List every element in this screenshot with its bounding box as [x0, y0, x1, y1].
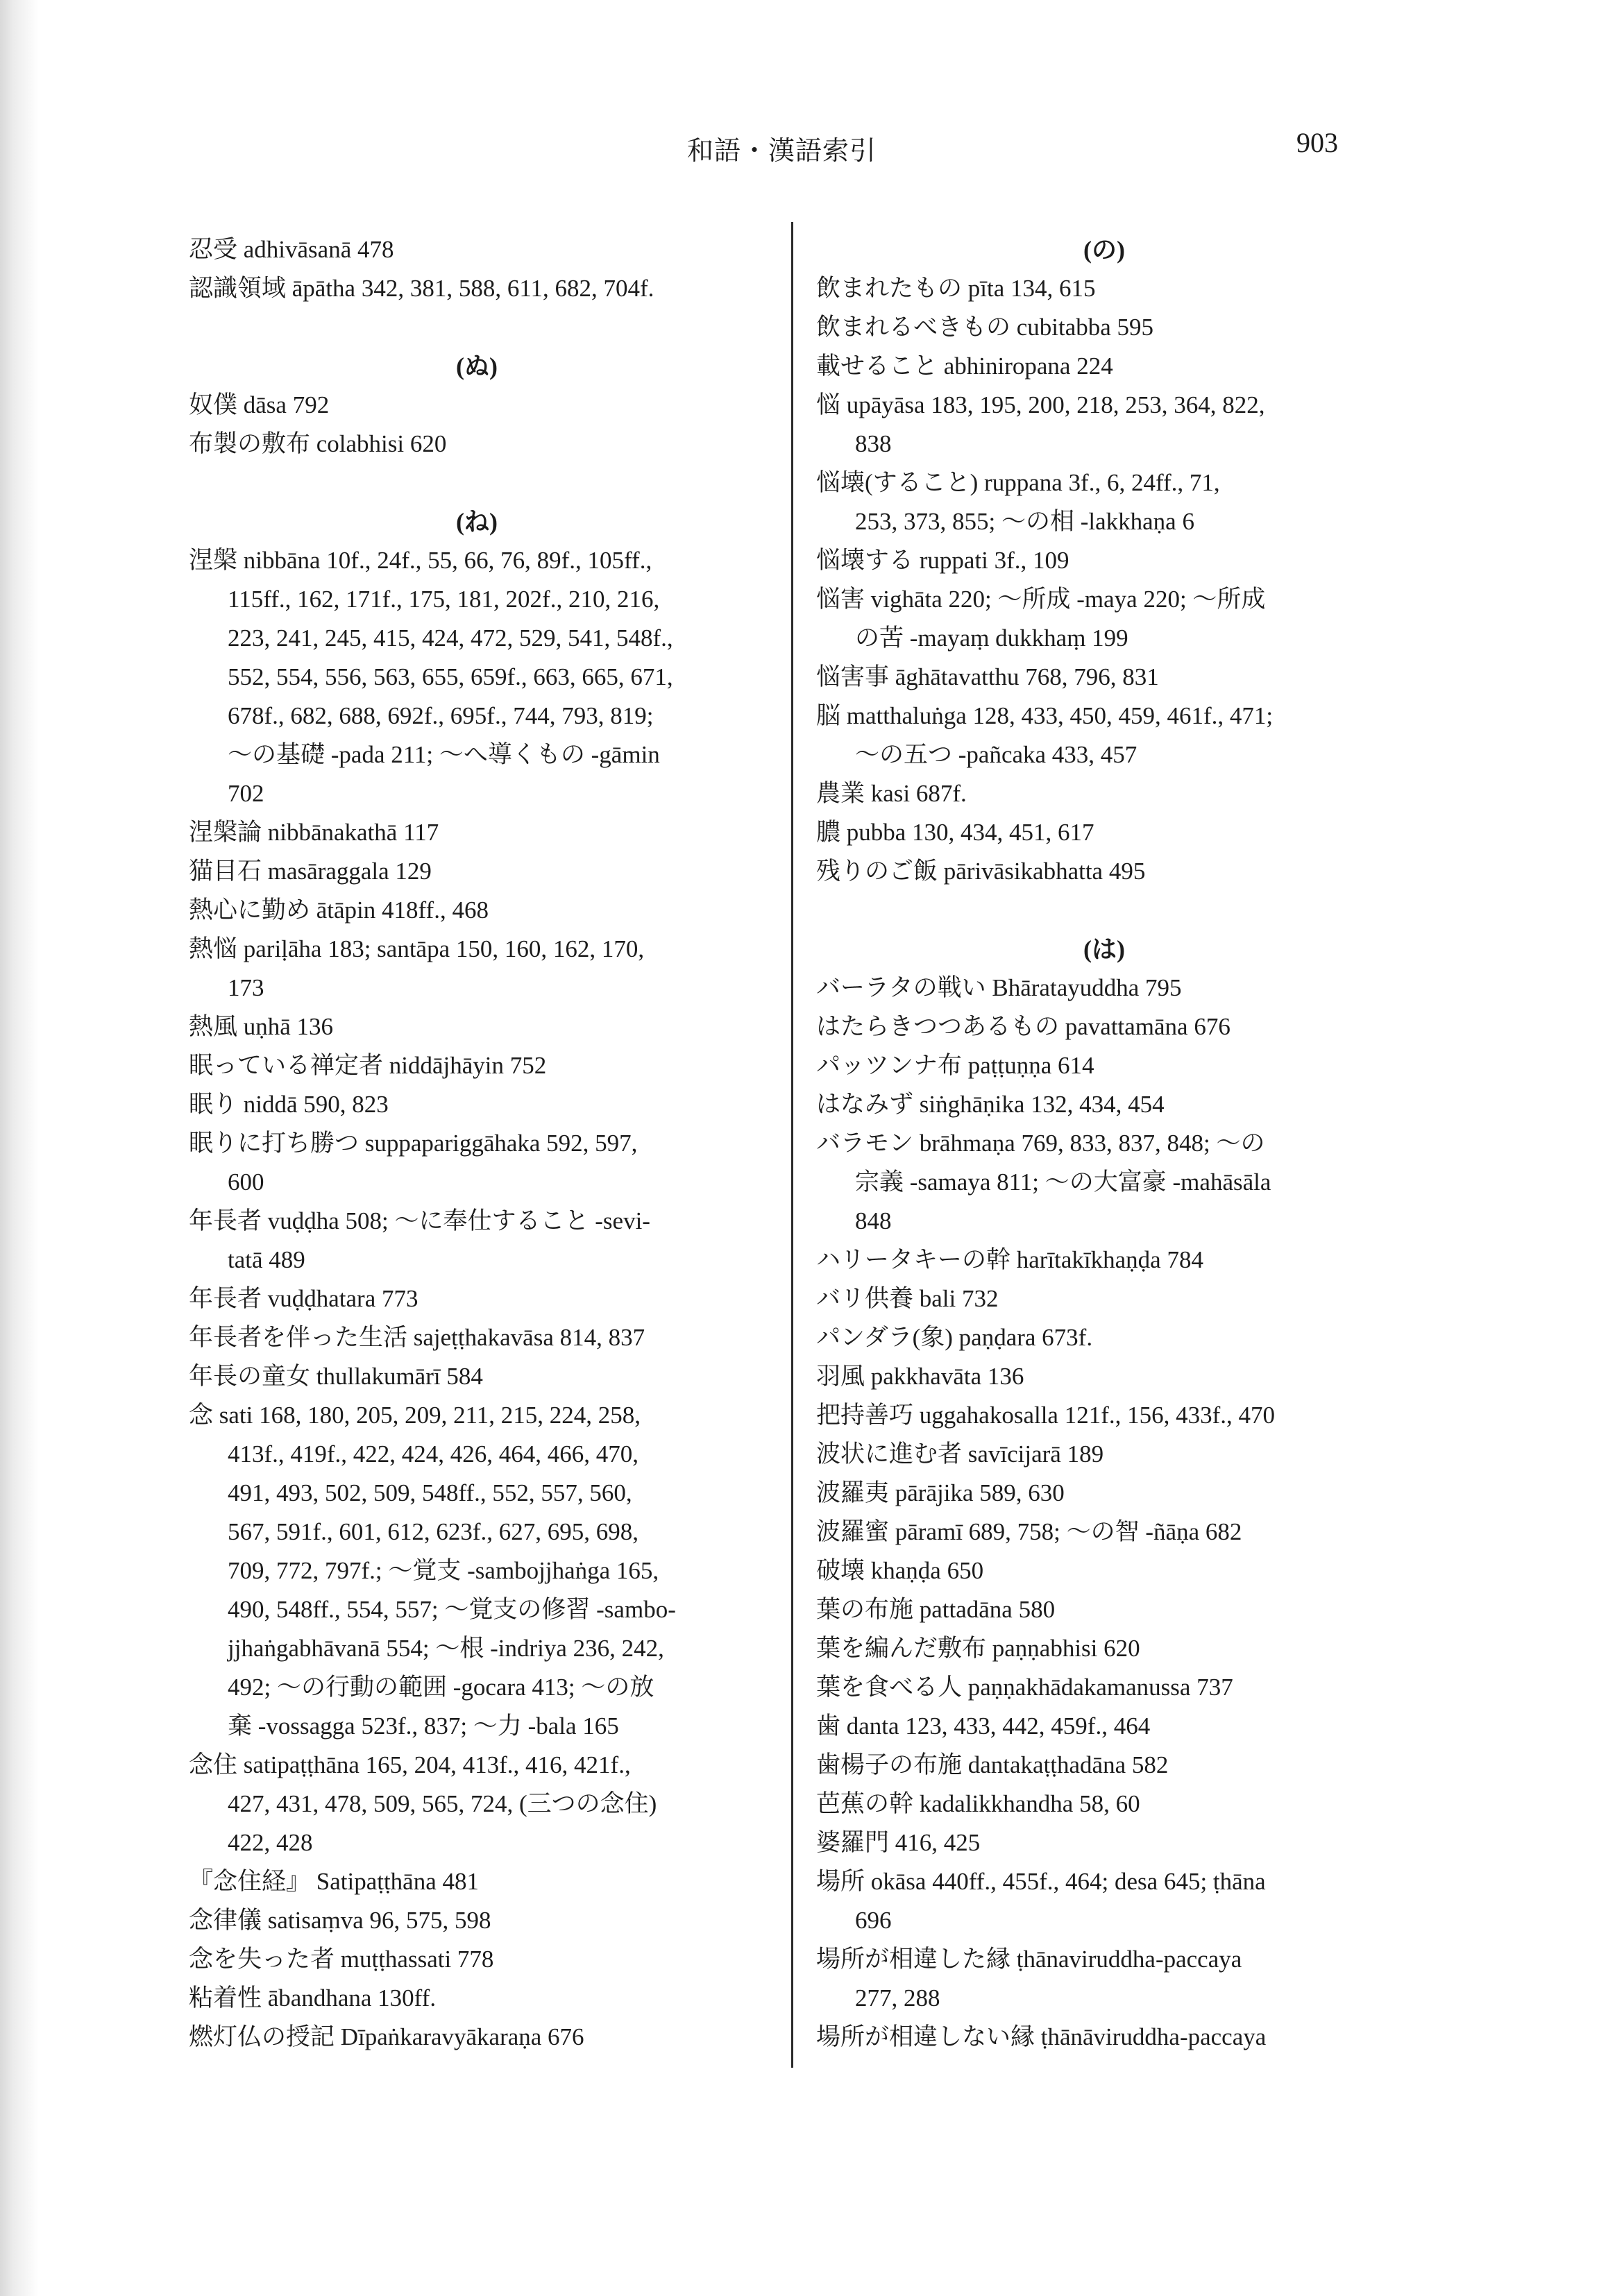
index-entry: [189, 852, 765, 891]
index-entry: [189, 425, 765, 464]
index-entry: [189, 930, 765, 1007]
index-entry-line: 葉を食べる人 paṇṇakhādakamanussa 737: [816, 1674, 1233, 1701]
index-entry-line: 悩壊する ruppati 3f., 109: [816, 547, 1069, 574]
index-entry-line: 567, 591f., 601, 612, 623f., 627, 695, 698,: [228, 1518, 639, 1545]
index-entry-line: jjhaṅgabhāvanā 554; 〜根 -indriya 236, 242,: [228, 1635, 664, 1662]
index-entry-line: 709, 772, 797f.; 〜覚支 -sambojjhaṅga 165,: [228, 1557, 659, 1584]
index-entry: [189, 1007, 765, 1046]
index-entry-line: バリ供養 bali 732: [816, 1285, 999, 1312]
entries-top: [189, 230, 765, 308]
left-column: [189, 230, 765, 2057]
entries-ha: [816, 969, 1392, 2057]
index-entry: [816, 269, 1392, 308]
column-divider: [791, 222, 793, 2068]
index-entry: [816, 1668, 1392, 1707]
index-entry-line: 600: [228, 1168, 264, 1196]
index-entry: [816, 1862, 1392, 1940]
page-number: 903: [1296, 127, 1338, 158]
index-entry-line: 場所 okāsa 440ff., 455f., 464; desa 645; ṭhāna: [816, 1868, 1266, 1895]
index-entry: [189, 1124, 765, 1202]
index-entry: [189, 269, 765, 308]
index-entry: [816, 658, 1392, 697]
index-entry: [816, 1435, 1392, 1474]
index-entry-line: 波羅夷 pārājika 589, 630: [816, 1479, 1065, 1506]
right-column: [816, 230, 1392, 2057]
index-entry-line: 場所が相違しない縁 ṭhānāviruddha-paccaya: [816, 2023, 1267, 2050]
index-entry-line: 〜の基礎 -pada 211; 〜へ導くもの -gāmin: [228, 741, 660, 768]
index-entry: [189, 1279, 765, 1318]
index-entry-line: 認識領域 āpātha 342, 381, 588, 611, 682, 704f.: [189, 275, 654, 302]
index-entry-line: 念 sati 168, 180, 205, 209, 211, 215, 224, 258,: [189, 1402, 641, 1429]
index-entry-line: ハリータキーの幹 harītakīkhaṇḍa 784: [816, 1246, 1203, 1273]
index-entry: [816, 2018, 1392, 2057]
index-entry-line: 奴僕 dāsa 792: [189, 391, 330, 418]
index-entry-line: 490, 548ff., 554, 557; 〜覚支の修習 -sambo-: [228, 1596, 676, 1623]
index-entry-line: 載せること abhiniropana 224: [816, 352, 1113, 380]
index-entry-line: 277, 288: [855, 1984, 940, 2012]
index-entry: [816, 697, 1392, 774]
index-entry-line: 838: [855, 430, 892, 457]
index-entry-line: 年長者を伴った生活 sajeṭṭhakavāsa 814, 837: [189, 1324, 645, 1351]
index-entry-line: バラモン brāhmaṇa 769, 833, 837, 848; 〜の: [816, 1130, 1265, 1157]
index-entry: [816, 1823, 1392, 1862]
index-entry-line: 熱心に勤め ātāpin 418ff., 468: [189, 896, 489, 924]
index-entry: [816, 1318, 1392, 1357]
index-entry-line: 波羅蜜 pāramī 689, 758; 〜の智 -ñāṇa 682: [816, 1518, 1242, 1545]
index-entry-line: 残りのご飯 pārivāsikabhatta 495: [816, 858, 1146, 885]
index-entry-line: 破壊 khaṇḍa 650: [816, 1557, 984, 1584]
index-entry-line: 忍受 adhivāsanā 478: [189, 236, 394, 263]
index-entry-line: 〜の五つ -pañcaka 433, 457: [855, 741, 1137, 768]
index-entry: [816, 464, 1392, 541]
index-entry-line: はなみず siṅghāṇika 132, 434, 454: [816, 1091, 1165, 1118]
entries-no: [816, 269, 1392, 891]
section-heading-nu: (ぬ): [456, 352, 498, 380]
index-entry-line: 悩害事 āghātavatthu 768, 796, 831: [816, 663, 1159, 690]
entries-nu: [189, 386, 765, 464]
index-entry-line: パッツンナ布 paṭṭuṇṇa 614: [816, 1052, 1094, 1079]
index-entry: [816, 969, 1392, 1007]
index-entry: [816, 1707, 1392, 1746]
index-entry-line: 葉の布施 pattadāna 580: [816, 1596, 1056, 1623]
index-entry-line: 膿 pubba 130, 434, 451, 617: [816, 819, 1094, 846]
index-entry-line: 涅槃 nibbāna 10f., 24f., 55, 66, 76, 89f., 105ff.,: [189, 547, 652, 574]
index-entry-line: 年長者 vuḍḍhatara 773: [189, 1285, 418, 1312]
index-entry-line: 492; 〜の行動の範囲 -gocara 413; 〜の放: [228, 1674, 654, 1701]
index-entry: [189, 230, 765, 269]
index-entry-line: 223, 241, 245, 415, 424, 472, 529, 541, 548f.,: [228, 624, 673, 652]
index-entry: [816, 1940, 1392, 2018]
index-entry: [816, 1279, 1392, 1318]
index-entry: [816, 1474, 1392, 1513]
index-entry: [189, 1202, 765, 1279]
section-heading-ha: (は): [1083, 935, 1125, 963]
index-entry: [189, 1940, 765, 1979]
index-entry-line: 芭蕉の幹 kadalikkhandha 58, 60: [816, 1790, 1140, 1817]
index-entry-line: 宗義 -samaya 811; 〜の大富豪 -mahāsāla: [855, 1168, 1271, 1196]
index-entry: [189, 1979, 765, 2018]
index-entry: [816, 1124, 1392, 1241]
index-entry-line: 葉を編んだ敷布 paṇṇabhisi 620: [816, 1635, 1140, 1662]
index-entry-line: はたらきつつあるもの pavattamāna 676: [816, 1013, 1230, 1040]
index-entry: [189, 1046, 765, 1085]
index-entry-line: 678f., 682, 688, 692f., 695f., 744, 793, 819;: [228, 702, 654, 729]
index-entry-line: 棄 -vossagga 523f., 837; 〜力 -bala 165: [228, 1712, 619, 1740]
index-entry-line: の苦 -mayaṃ dukkhaṃ 199: [855, 624, 1128, 652]
index-entry-line: 年長者 vuḍḍha 508; 〜に奉仕すること -sevi-: [189, 1207, 650, 1234]
index-entry: [816, 386, 1392, 464]
index-entry: [816, 1357, 1392, 1396]
index-entry-line: tatā 489: [228, 1246, 305, 1273]
index-entry: [816, 1085, 1392, 1124]
index-entry: [816, 774, 1392, 813]
index-entry-line: 眠り niddā 590, 823: [189, 1091, 389, 1118]
index-entry-line: 飲まれたもの pīta 134, 615: [816, 275, 1096, 302]
index-entry: [189, 1901, 765, 1940]
index-entry-line: 涅槃論 nibbānakathā 117: [189, 819, 439, 846]
index-entry: [816, 541, 1392, 580]
index-entry-line: 歯楊子の布施 dantakaṭṭhadāna 582: [816, 1751, 1169, 1778]
index-entry-line: 悩壊(すること) ruppana 3f., 6, 24ff., 71,: [816, 469, 1220, 496]
index-entry-line: 農業 kasi 687f.: [816, 780, 967, 807]
index-entry: [189, 1357, 765, 1396]
index-entry: [816, 1241, 1392, 1279]
index-entry-line: 427, 431, 478, 509, 565, 724, (三つの念住): [228, 1790, 657, 1817]
index-entry-line: 把持善巧 uggahakosalla 121f., 156, 433f., 470: [816, 1402, 1276, 1429]
index-entry-line: 場所が相違した縁 ṭhānaviruddha-paccaya: [816, 1946, 1242, 1973]
index-entry-line: 413f., 419f., 422, 424, 426, 464, 466, 470,: [228, 1440, 639, 1468]
index-entry-line: 422, 428: [228, 1829, 313, 1856]
index-entry-line: 熱風 uṇhā 136: [189, 1013, 334, 1040]
index-entry-line: 布製の敷布 colabhisi 620: [189, 430, 447, 457]
index-entry-line: 歯 danta 123, 433, 442, 459f., 464: [816, 1712, 1151, 1740]
entries-ne: [189, 541, 765, 2057]
running-head: 和語・漢語索引: [687, 137, 877, 166]
index-entry: [816, 1785, 1392, 1823]
index-entry-line: 粘着性 ābandhana 130ff.: [189, 1984, 437, 2012]
index-entry: [189, 1862, 765, 1901]
index-entry-line: 848: [855, 1207, 892, 1234]
index-entry: [816, 1590, 1392, 1629]
index-entry-line: 念律儀 satisaṃva 96, 575, 598: [189, 1907, 491, 1934]
index-entry-line: 『念住経』 Satipaṭṭhāna 481: [189, 1868, 480, 1895]
section-gap: [189, 308, 765, 347]
index-entry: [189, 1318, 765, 1357]
index-entry: [189, 1085, 765, 1124]
section-gap: [189, 464, 765, 502]
index-entry: [816, 1396, 1392, 1435]
index-entry: [816, 347, 1392, 386]
index-entry-line: 婆羅門 416, 425: [816, 1829, 981, 1856]
index-entry: [816, 813, 1392, 852]
index-entry-line: 115ff., 162, 171f., 175, 181, 202f., 210, 216,: [228, 586, 660, 613]
index-entry-line: バーラタの戦い Bhāratayuddha 795: [816, 974, 1182, 1001]
index-entry: [816, 1046, 1392, 1085]
index-entry: [189, 813, 765, 852]
section-gap: [816, 891, 1392, 930]
index-entry: [189, 1746, 765, 1862]
section-heading-ne: (ね): [456, 508, 498, 536]
index-entry: [816, 308, 1392, 347]
index-entry-line: 悩 upāyāsa 183, 195, 200, 218, 253, 364, 822,: [816, 391, 1265, 418]
scan-edge: [0, 0, 39, 2296]
index-entry-line: 悩害 vighāta 220; 〜所成 -maya 220; 〜所成: [816, 586, 1266, 613]
index-entry-line: 眠っている禅定者 niddājhāyin 752: [189, 1052, 547, 1079]
index-entry: [816, 580, 1392, 658]
index-entry: [816, 1007, 1392, 1046]
index-entry: [189, 386, 765, 425]
index-entry-line: 年長の童女 thullakumārī 584: [189, 1363, 483, 1390]
index-entry-line: 253, 373, 855; 〜の相 -lakkhaṇa 6: [855, 508, 1194, 535]
index-entry-line: 波状に進む者 savīcijarā 189: [816, 1440, 1104, 1468]
index-entry-line: 696: [855, 1907, 892, 1934]
index-entry-line: 念住 satipaṭṭhāna 165, 204, 413f., 416, 421f.,: [189, 1751, 631, 1778]
index-entry: [189, 541, 765, 813]
index-entry: [816, 852, 1392, 891]
index-entry-line: 491, 493, 502, 509, 548ff., 552, 557, 560,: [228, 1479, 632, 1506]
index-entry-line: 熱悩 pariḷāha 183; santāpa 150, 160, 162, 170,: [189, 935, 645, 962]
index-entry-line: 脳 matthaluṅga 128, 433, 450, 459, 461f., 471;: [816, 702, 1274, 729]
index-entry: [189, 2018, 765, 2057]
index-entry-line: 猫目石 masāraggala 129: [189, 858, 432, 885]
index-entry: [816, 1551, 1392, 1590]
section-heading-no: (の): [1083, 236, 1125, 264]
index-entry: [816, 1629, 1392, 1668]
index-entry-line: 念を失った者 muṭṭhassati 778: [189, 1946, 494, 1973]
index-entry: [189, 1396, 765, 1746]
index-entry: [189, 891, 765, 930]
index-entry-line: 552, 554, 556, 563, 655, 659f., 663, 665, 671,: [228, 663, 673, 690]
index-entry: [816, 1513, 1392, 1551]
index-entry-line: パンダラ(象) paṇḍara 673f.: [816, 1324, 1093, 1351]
index-entry-line: 眠りに打ち勝つ suppapariggāhaka 592, 597,: [189, 1130, 638, 1157]
index-entry: [816, 1746, 1392, 1785]
index-entry-line: 羽風 pakkhavāta 136: [816, 1363, 1024, 1390]
index-entry-line: 173: [228, 974, 264, 1001]
index-entry-line: 702: [228, 780, 264, 807]
index-entry-line: 燃灯仏の授記 Dīpaṅkaravyākaraṇa 676: [189, 2023, 584, 2050]
index-entry-line: 飲まれるべきもの cubitabba 595: [816, 314, 1154, 341]
